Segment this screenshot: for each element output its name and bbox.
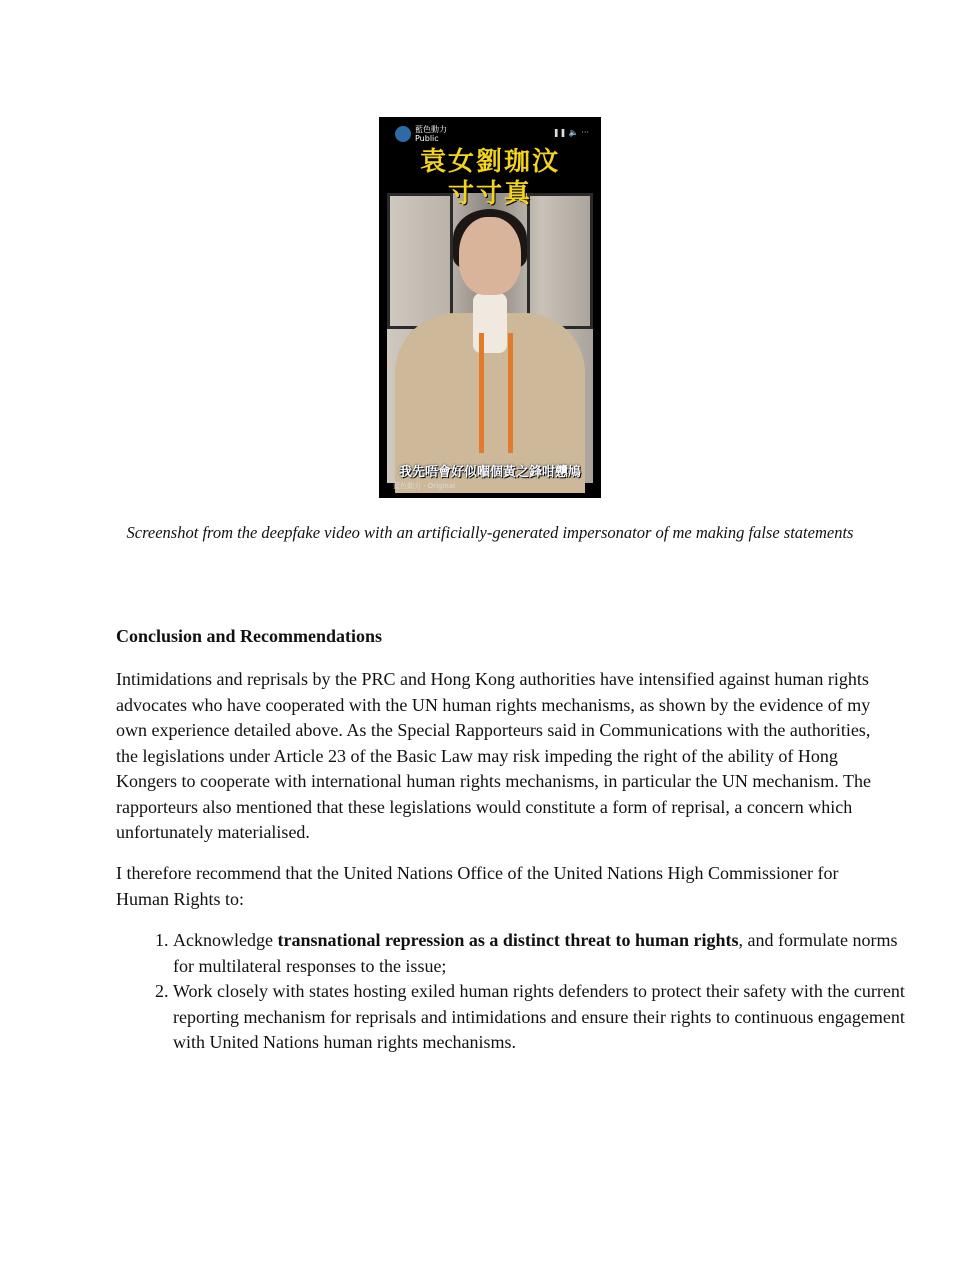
paragraph: Intimidations and reprisals by the PRC and Hong Kong authorities have intensified against human rights advocates who have cooperated with the UN human rights mechanisms, as shown by the evidence of my own experience detailed above. As the Special Rapporteurs said in Communications with the authorities, the legislations under Article 23 of the Basic Law may risk impeding the right of the ability of Hong Kongers to cooperate with international human rights mechanisms, in particular the UN mechanism. The rapporteurs also mentioned that these legislations would constitute a form of reprisal, a concern which unfortunately materialised. <box>116 669 871 842</box>
window-frame <box>387 193 453 329</box>
item-text: Work closely with states hosting exiled human rights defenders to protect their safety with the current reporting mechanism for reprisals and intimidations and ensure their rights to continuous engagement with United Nations human rights mechanisms. <box>173 981 905 1052</box>
channel-avatar <box>395 126 411 142</box>
section-heading: Conclusion and Recommendations <box>116 626 383 646</box>
list-item <box>173 979 913 1056</box>
list-item <box>173 928 913 979</box>
person-face <box>459 217 521 295</box>
video-title-line1: 袁女劉珈汶 <box>419 147 560 177</box>
video-subtitle: 我先唔會好似嗰個黃之鋒咁戇鳩 <box>398 465 581 480</box>
video-controls: ❚❚ 🔈 ··· <box>552 128 589 137</box>
deepfake-video-screenshot <box>379 117 601 498</box>
item-text: Acknowledge <box>173 930 278 950</box>
item-bold-text: transnational repression as a distinct threat to human rights <box>277 930 739 950</box>
video-footer: 藍色動力 · Original <box>393 482 456 490</box>
recommendations-list <box>116 928 913 1056</box>
lanyard <box>479 333 513 453</box>
figure-caption: Screenshot from the deepfake video with an artificially-generated impersonator of me making false statements <box>126 523 854 542</box>
video-frame <box>387 193 593 483</box>
video-title-line2: 寸寸真 <box>447 179 532 209</box>
channel-visibility: Public <box>415 134 439 143</box>
window-frame <box>527 193 593 329</box>
item-text: , and formulate norms for multilateral responses to the issue; <box>173 930 898 976</box>
channel-name: 藍色動力 <box>415 125 447 134</box>
paragraph: I therefore recommend that the United Nations Office of the United Nations High Commissioner for Human Rights to: <box>116 863 839 909</box>
